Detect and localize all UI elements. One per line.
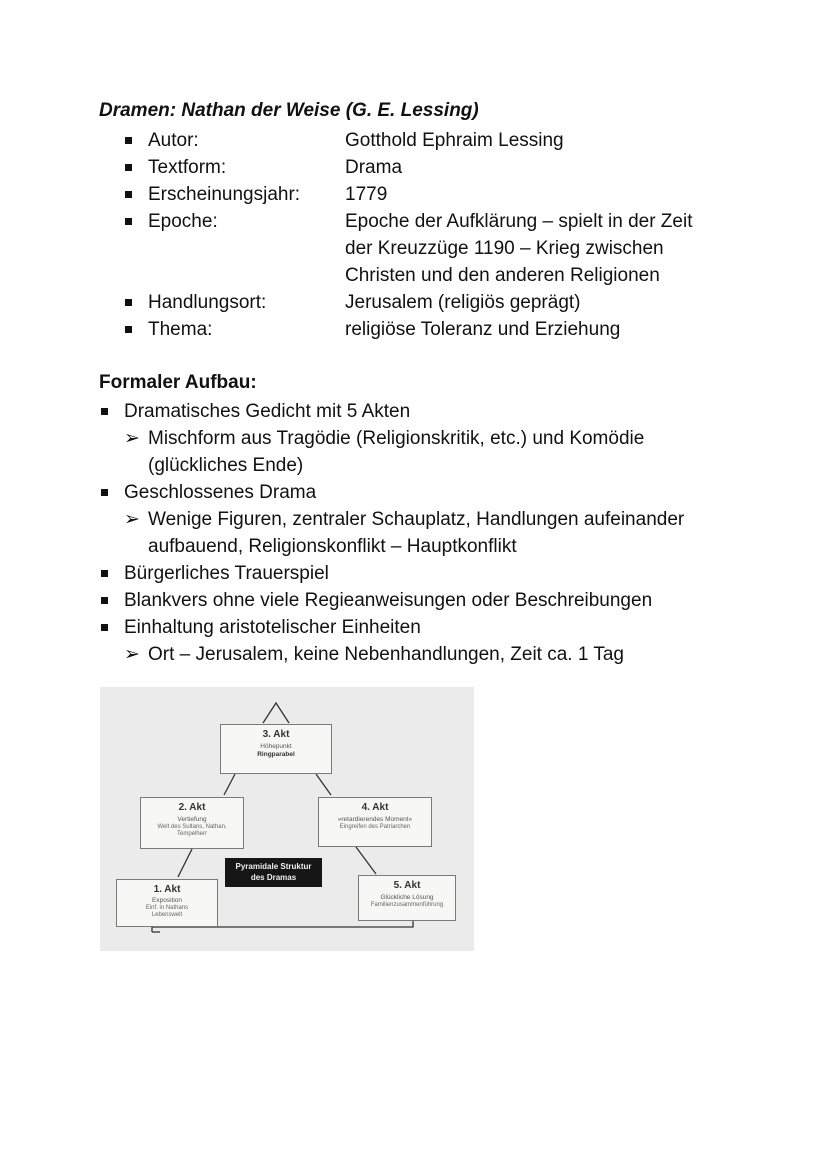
fact-label: Autor: [148,130,199,151]
aufbau-subitem-line: aufbauend, Religionskonflikt – Hauptkonflikt [148,536,517,557]
akt5-box [358,875,456,921]
bullet-square-icon [125,326,132,333]
pyramid-diagram-photo [100,687,474,951]
arrow-right-icon: ➢ [124,509,140,530]
bullet-square-icon [101,597,108,604]
arrow-right-icon: ➢ [124,644,140,665]
aufbau-subitem-line: Mischform aus Tragödie (Religionskritik, etc.) und Komödie [148,428,645,449]
fact-row-epoche [0,208,828,289]
fact-label: Textform: [148,157,227,178]
fact-row-autor [0,127,828,154]
fact-row-handlungsort [0,289,828,316]
fact-value-line: Christen und den anderen Religionen [345,265,660,286]
section-heading: Formaler Aufbau: [99,372,257,393]
fact-value: 1779 [345,184,388,205]
akt4-title: 4. Akt [361,802,389,813]
akt2-detail-line: Welt des Sultans, Nathan, [157,824,227,830]
aufbau-item: Dramatisches Gedicht mit 5 Akten [124,401,411,422]
akt4-detail: Eingreifen des Patriarchen [339,824,411,830]
fact-value: religiöse Toleranz und Erziehung [345,319,621,340]
fact-row-textform [0,154,828,181]
akt4-box [318,797,432,847]
akt1-title: 1. Akt [153,884,181,895]
fact-row-thema [0,316,828,343]
aufbau-subitem-line: Wenige Figuren, zentraler Schauplatz, Handlungen aufeinander [148,509,685,530]
akt4-subtitle: »retardierendes Moment« [337,816,413,823]
arrow-right-icon: ➢ [124,428,140,449]
fact-row-erscheinungsjahr [0,181,828,208]
fact-value: Jerusalem (religiös geprägt) [345,292,581,313]
fact-label: Handlungsort: [148,292,267,313]
akt1-box [116,879,218,927]
akt2-subtitle: Vertiefung [177,816,207,823]
fact-value-line: Epoche der Aufklärung – spielt in der Zeit [345,211,693,232]
fact-label: Erscheinungsjahr: [148,184,301,205]
center-label-line: des Dramas [250,873,297,882]
bullet-square-icon [101,624,108,631]
akt3-subtitle: Höhepunkt [260,743,292,750]
akt5-subtitle: Glückliche Lösung [380,894,434,901]
bullet-square-icon [125,137,132,144]
aufbau-subitem-line: (glückliches Ende) [148,455,304,476]
bullet-square-icon [125,164,132,171]
document-title: Dramen: Nathan der Weise (G. E. Lessing) [99,100,479,121]
akt2-box [140,797,244,849]
akt1-detail-line: Einf. in Nathans [145,905,189,911]
fact-value-line: der Kreuzzüge 1190 – Krieg zwischen [345,238,664,259]
bullet-square-icon [125,191,132,198]
fact-value: Gotthold Ephraim Lessing [345,130,564,151]
akt5-detail: Familienzusammenführung [370,902,444,908]
aufbau-item: Einhaltung aristotelischer Einheiten [124,617,421,638]
akt5-title: 5. Akt [393,880,421,891]
fact-label: Epoche: [148,211,218,232]
aufbau-item: Blankvers ohne viele Regieanweisungen oder Beschreibungen [124,590,653,611]
aufbau-subitem-line: Ort – Jerusalem, keine Nebenhandlungen, Zeit ca. 1 Tag [148,644,624,665]
akt1-subtitle: Exposition [152,897,182,904]
akt3-box [220,724,332,774]
akt3-detail: Ringparabel [257,751,295,758]
akt3-title: 3. Akt [262,729,290,740]
aufbau-item: Geschlossenes Drama [124,482,317,503]
akt2-title: 2. Akt [178,802,206,813]
pyramid-center-label [225,858,322,887]
bullet-square-icon [101,408,108,415]
bullet-square-icon [125,299,132,306]
bullet-square-icon [101,570,108,577]
center-label-line: Pyramidale Struktur [235,862,312,871]
bullet-square-icon [101,489,108,496]
bullet-square-icon [125,218,132,225]
fact-label: Thema: [148,319,213,340]
akt2-detail-line: Tempelherr [176,831,207,837]
akt1-detail-line: Lebenswelt [151,912,183,918]
fact-value: Drama [345,157,403,178]
aufbau-item: Bürgerliches Trauerspiel [124,563,329,584]
